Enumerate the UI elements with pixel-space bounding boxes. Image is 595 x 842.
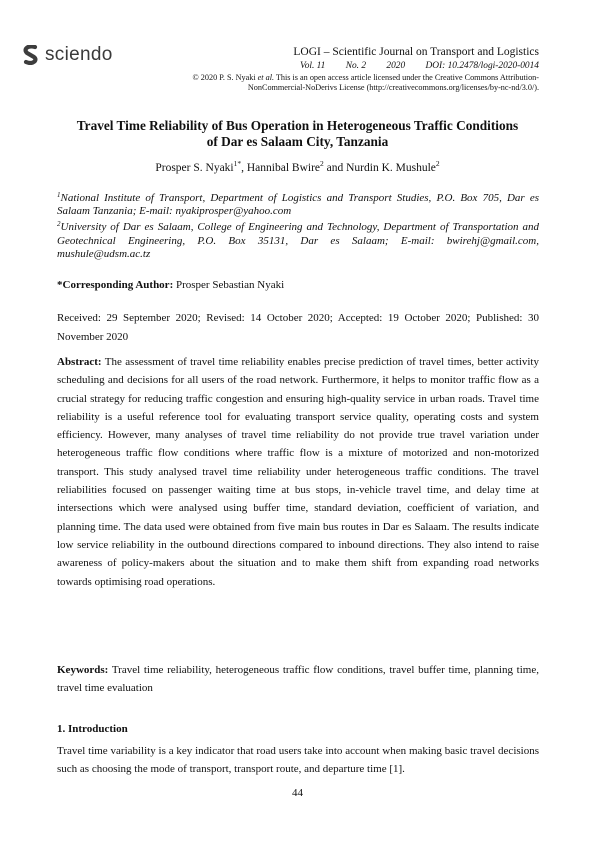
publisher-name: sciendo (45, 44, 113, 65)
affiliation-1 (57, 189, 539, 218)
affil-text: University of Dar es Salaam, College of Engineering and Technology, Department of Transportation and Geotechnical Engineering, P.O. Box 35131, Dar es Salaam; E-mail: bwirehj@gmail.com, mushule@udsm.ac.tz (57, 221, 539, 260)
keywords-text: Travel time reliability, heterogeneous traffic flow conditions, travel buffer time, planning time, travel time evaluation (57, 664, 539, 695)
affil-marker: 1 (57, 191, 61, 199)
affiliation-2 (57, 218, 539, 261)
abstract-text: The assessment of travel time reliability enables precise prediction of travel times, better activity scheduling and decisions for all users of the road network. Furthermore, it helps to monitor traffic flow as a crucial strategy for reducing traffic congestion and ensuring high-quality service in urban roads. Travel time reliability is a useful reference tool for evaluating transport service quality, operating costs and system efficiency. However, many analyses of travel time reliability do not provide true travel variation under heterogeneous traffic flow conditions where traffic flow is a mixture of motorized and non-motorized transport. This study analysed travel time reliability under heterogeneous traffic conditions. The travel reliabilities focused on passenger waiting time at bus stops, in-vehicle travel time, and delay time at intersections which were analysed using buffer time, standard deviation, coefficient of variation, and planning time. The data used were obtained from five main bus routes in Dar es Salaam. The results indicate low service reliability in the outbound directions compared to inbound directions. They also intend to raise awareness of policy-makers about the situation and to make them shift from expanding road networks towards optimising road operations. (57, 356, 539, 588)
keywords-label: Keywords: (57, 664, 109, 676)
author-name: Nurdin K. Mushule (346, 162, 436, 174)
page-number: 44 (292, 787, 303, 799)
article-title (56, 118, 539, 149)
sciendo-logo (22, 44, 113, 66)
title-line-1: Travel Time Reliability of Bus Operation in Heterogeneous Traffic Conditions (76, 118, 519, 133)
author-separator: , (241, 162, 247, 174)
license-copyright: © 2020 P. S. Nyaki (192, 73, 258, 82)
abstract (57, 353, 539, 591)
license-url-line: NonCommercial-NoDerivs License (http://creativecommons.org/licenses/by-nc-nd/3.0/). (247, 83, 539, 93)
doi: DOI: 10.2478/logi-2020-0014 (425, 61, 539, 71)
volume-line (300, 61, 539, 71)
corresponding-author (57, 279, 539, 291)
affil-marker: 2 (57, 220, 61, 229)
license-text: This is an open access article licensed under the Creative Commons Attribution- (274, 73, 539, 82)
author-name: Hannibal Bwire (246, 162, 321, 174)
author-list (56, 159, 539, 174)
author-affil-marker: 2 (435, 159, 440, 168)
license-etal: et al. (257, 73, 275, 82)
title-line-2: of Dar es Salaam City, Tanzania (206, 133, 389, 149)
license-notice (193, 73, 539, 94)
affiliations (57, 189, 539, 261)
author-affil-marker: 1* (233, 159, 242, 168)
author-affil-marker: 2 (320, 159, 324, 168)
abstract-label: Abstract: (57, 356, 102, 368)
corr-name: Prosper Sebastian Nyaki (173, 279, 285, 291)
volume: Vol. 11 (300, 61, 326, 71)
affil-text: National Institute of Transport, Department of Logistics and Transport Studies, P.O. Box 705, Dar es Salaam Tanzania; E-mail: nyakiprosper@yahoo.com (57, 192, 539, 218)
section-heading: 1. Introduction (57, 723, 128, 735)
intro-paragraph: Travel time variability is a key indicator that road users take into account when making basic travel decisions such as choosing the mode of transport, transport route, and departure time [1]. (57, 745, 539, 776)
author-name: Prosper S. Nyaki (155, 162, 234, 174)
year: 2020 (386, 61, 406, 71)
article-dates: Received: 29 September 2020; Revised: 14 October 2020; Accepted: 19 October 2020; Published: 30 November 2020 (57, 312, 539, 343)
corr-label: *Corresponding Author: (57, 279, 174, 291)
journal-name: LOGI – Scientific Journal on Transport and Logistics (293, 46, 539, 58)
issue-number: No. 2 (345, 61, 367, 71)
sciendo-s-icon (22, 45, 40, 65)
keywords (57, 661, 539, 698)
author-separator: and (323, 162, 347, 174)
